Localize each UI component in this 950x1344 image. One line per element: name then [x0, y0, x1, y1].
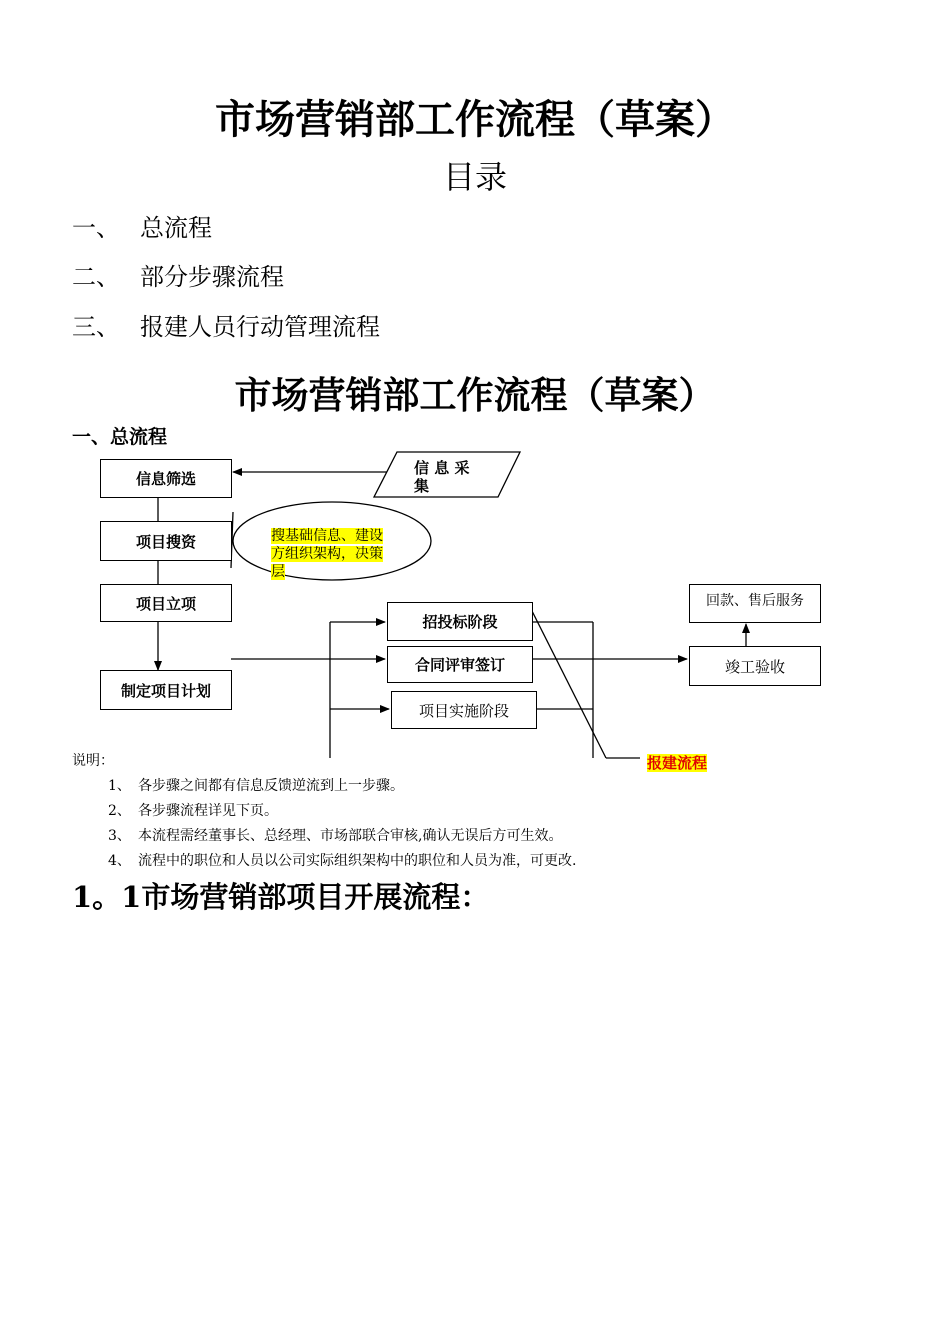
implementation-box: 项目实施阶段 [391, 691, 537, 729]
document-title-repeat: 市场营销部工作流程（草案） [234, 374, 716, 417]
callout-line: 方组织架构，决策 [271, 546, 383, 562]
toc-item-label: 报建人员行动管理流程 [140, 313, 380, 341]
completion-box: 竣工验收 [689, 646, 821, 686]
note-text: 各步骤流程详见下页。 [138, 803, 278, 819]
info-screen-box: 信息筛选 [100, 459, 232, 498]
toc-heading: 目录 [442, 158, 507, 196]
callout-line: 层 [271, 564, 285, 580]
permit-flow-text: 报建流程 [647, 754, 708, 772]
project-plan-box: 制定项目计划 [100, 670, 232, 710]
note-text: 流程中的职位和人员以公司实际组织架构中的职位和人员为准，可更改. [138, 853, 577, 869]
info-collect-line: 信 息 采 [414, 459, 470, 477]
project-search-box: 项目搜资 [100, 521, 232, 561]
bidding-box: 招投标阶段 [387, 602, 533, 641]
notes-title: 说明： [72, 753, 114, 769]
note-number: 4、 [108, 853, 131, 869]
note-item [108, 825, 562, 845]
toc-item-label: 部分步骤流程 [140, 263, 284, 291]
note-item [108, 850, 576, 870]
toc-item-number: 二、 [72, 263, 120, 291]
section-heading: 一、总流程 [72, 426, 168, 448]
note-item [108, 800, 278, 820]
toc-item-label: 总流程 [140, 214, 212, 242]
toc-item-number: 一、 [72, 214, 120, 242]
note-text: 各步骤之间都有信息反馈逆流到上一步骤。 [138, 778, 404, 794]
callout-text [271, 527, 383, 581]
note-number: 3、 [108, 828, 131, 844]
note-item [108, 775, 404, 795]
toc-item-number: 三、 [72, 313, 120, 341]
info-collect-label [414, 459, 469, 495]
note-number: 2、 [108, 803, 131, 819]
note-number: 1、 [108, 778, 131, 794]
document-title: 市场营销部工作流程（草案） [215, 97, 735, 143]
project-approval-box: 项目立项 [100, 584, 232, 622]
info-collect-line: 集 [414, 477, 430, 495]
permit-flow-label [647, 752, 707, 773]
permit-flow-pointer [531, 609, 606, 758]
aftersales-box: 回款、售后服务 [689, 584, 821, 623]
note-text: 本流程需经董事长、总经理、市场部联合审核,确认无误后方可生效。 [138, 828, 563, 844]
subsection-heading: 1。1市场营销部项目开展流程： [72, 880, 490, 914]
callout-line: 搜基础信息、建设 [271, 528, 383, 544]
contract-box: 合同评审签订 [387, 646, 533, 683]
